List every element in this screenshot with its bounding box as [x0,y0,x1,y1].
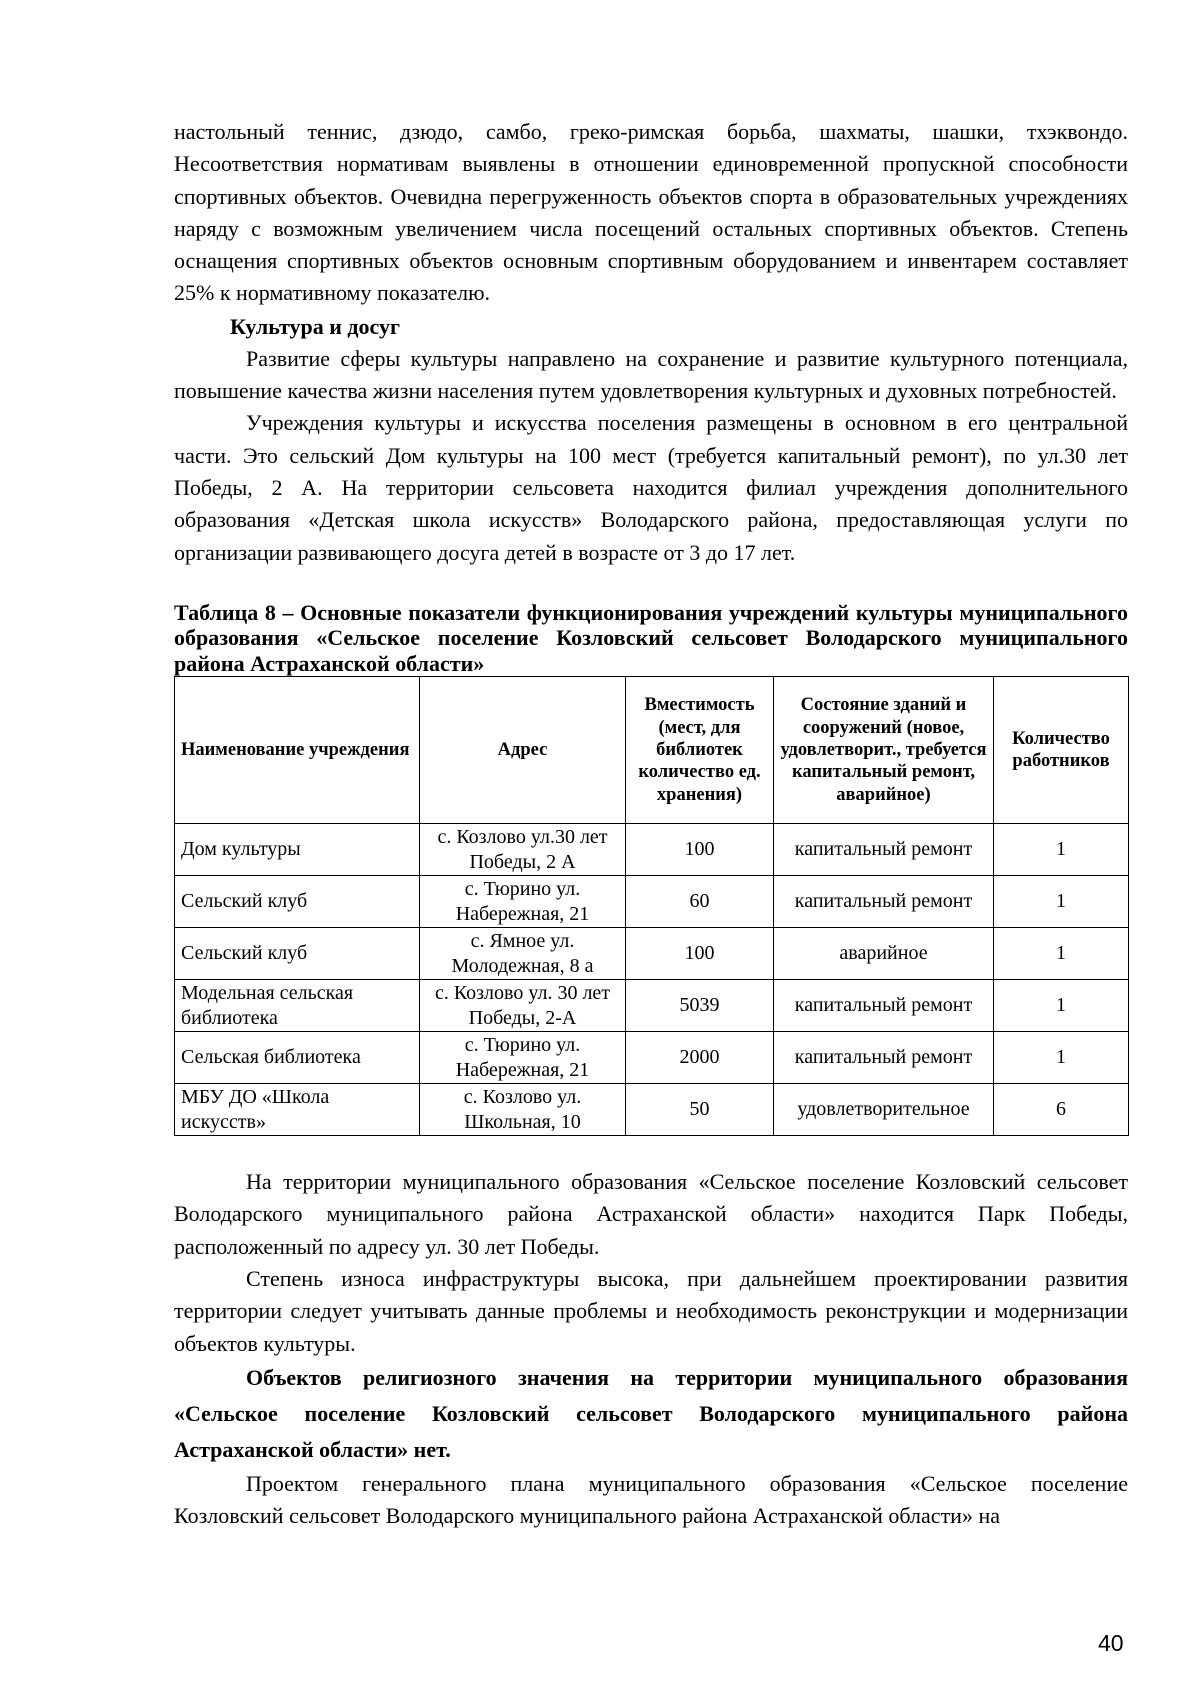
cell-staff: 1 [994,928,1129,980]
table-header-row [175,677,1129,824]
header-capacity: Вместимость (мест, для библиотек количество ед. хранения) [626,677,774,824]
cell-condition: удовлетворительное [774,1084,994,1136]
cell-name: Сельский клуб [175,876,420,928]
header-staff: Количество работников [994,677,1129,824]
cell-capacity: 50 [626,1084,774,1136]
header-condition: Состояние зданий и сооружений (новое, удовлетворит., требуется капитальный ремонт, аварийное) [774,677,994,824]
table-row [175,824,1129,876]
cell-capacity: 60 [626,876,774,928]
table-row [175,980,1129,1032]
cell-condition: капитальный ремонт [774,1032,994,1084]
table-row [175,1032,1129,1084]
cell-address: с. Тюрино ул. Набережная, 21 [420,1032,626,1084]
cell-address: с. Ямное ул. Молодежная, 8 а [420,928,626,980]
cell-staff: 1 [994,980,1129,1032]
paragraph-general-plan: Проектом генерального плана муниципального образования «Сельское поселение Козловский сельсовет Володарского муниципального района Астраханской области» на [174,1470,1128,1529]
spacer [174,1136,1128,1166]
table-row [175,928,1129,980]
cell-address: с. Тюрино ул. Набережная, 21 [420,876,626,928]
cell-name: МБУ ДО «Школа искусств» [175,1084,420,1136]
cell-capacity: 2000 [626,1032,774,1084]
paragraph-sports: настольный теннис, дзюдо, самбо, греко-римская борьба, шахматы, шашки, тхэквондо. Несоответствия нормативам выявлены в отношении единовременной пропускной способности спортивных объектов. Очевидна перегруженность объектов спорта в образовательных учреждениях наряду с возможным увеличением числа посещений остальных спортивных объектов. Степень оснащения спортивных объектов основным спортивным оборудованием и инвентарем составляет 25% к нормативному показателю. [174,119,1128,306]
paragraph-religious-objects: Объектов религиозного значения на территории муниципального образования «Сельское поселение Козловский сельсовет Володарского муниципального района Астраханской области» нет. [174,1364,1128,1462]
cell-condition: аварийное [774,928,994,980]
cell-capacity: 100 [626,824,774,876]
cell-condition: капитальный ремонт [774,876,994,928]
paragraph-culture-1: Развитие сферы культуры направлено на сохранение и развитие культурного потенциала, повышение качества жизни населения путем удовлетворения культурных и духовных потребностей. [174,345,1128,404]
cell-address: с. Козлово ул.30 лет Победы, 2 А [420,824,626,876]
cell-address: с. Козлово ул. Школьная, 10 [420,1084,626,1136]
cell-staff: 1 [994,876,1129,928]
page-number: 40 [1098,1630,1124,1656]
cell-capacity: 100 [626,928,774,980]
cell-name: Сельский клуб [175,928,420,980]
header-name: Наименование учреждения [175,677,420,824]
section-heading-culture: Культура и досуг [230,313,401,339]
culture-institutions-table [174,676,1129,1136]
cell-name: Сельская библиотека [175,1032,420,1084]
cell-address: с. Козлово ул. 30 лет Победы, 2-А [420,980,626,1032]
cell-name: Дом культуры [175,824,420,876]
cell-name: Модельная сельская библиотека [175,980,420,1032]
cell-capacity: 5039 [626,980,774,1032]
paragraph-victory-park: На территории муниципального образования «Сельское поселение Козловский сельсовет Володарского муниципального района Астраханской области» находится Парк Победы, расположенный по адресу ул. 30 лет Победы. [174,1169,1128,1259]
paragraph-culture-2: Учреждения культуры и искусства поселения размещены в основном в его центральной части. Это сельский Дом культуры на 100 мест (требуется капитальный ремонт), по ул.30 лет Победы, 2 А. На территории сельсовета находится филиал учреждения дополнительного образования «Детская школа искусств» Володарского района, предоставляющая услуги по организации развивающего досуга детей в возрасте от 3 до 17 лет. [174,410,1128,565]
cell-staff: 6 [994,1084,1129,1136]
spacer [174,569,1128,600]
cell-condition: капитальный ремонт [774,824,994,876]
paragraph-infrastructure-wear: Степень износа инфраструктуры высока, при дальнейшем проектировании развития территории следует учитывать данные проблемы и необходимость реконструкции и модернизации объектов культуры. [174,1265,1128,1356]
cell-staff: 1 [994,824,1129,876]
table-row [175,876,1129,928]
table-caption: Таблица 8 – Основные показатели функционирования учреждений культуры муниципального образования «Сельское поселение Козловский сельсовет Володарского муниципального района Астраханской области» [174,599,1128,676]
cell-staff: 1 [994,1032,1129,1084]
document-page [174,116,1128,1532]
table-row [175,1084,1129,1136]
header-address: Адрес [420,677,626,824]
cell-condition: капитальный ремонт [774,980,994,1032]
